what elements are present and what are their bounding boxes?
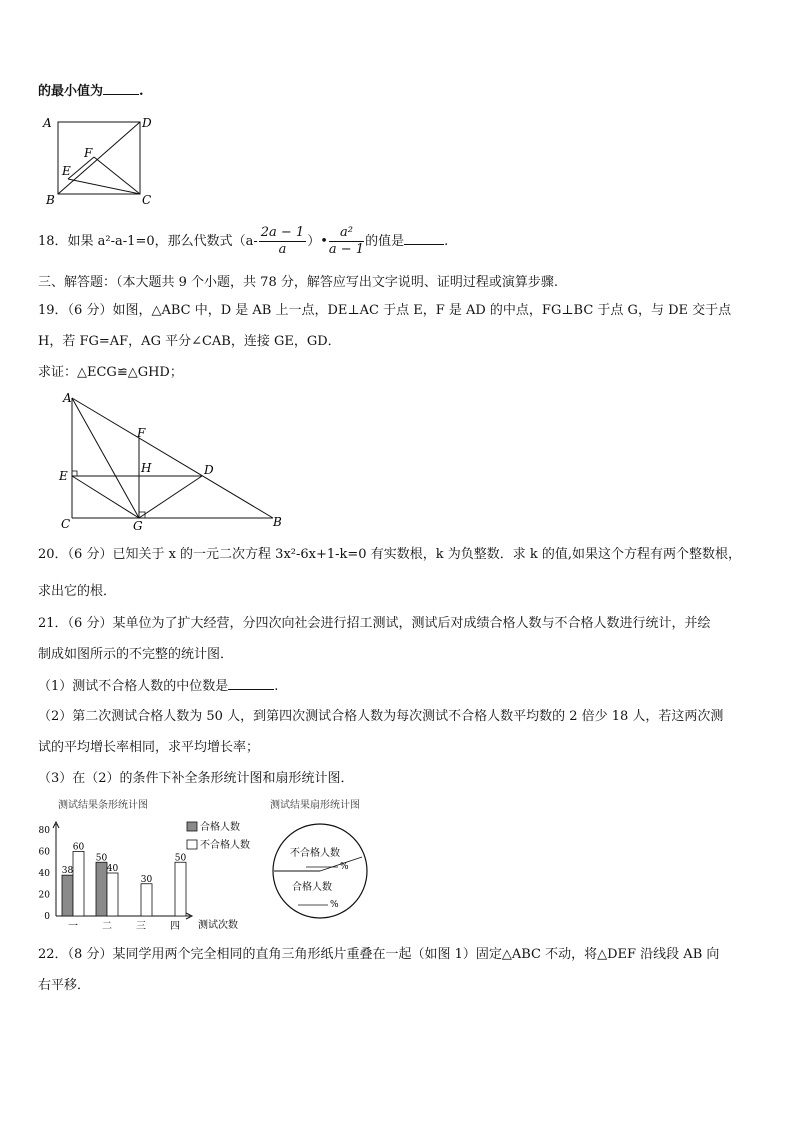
legend-swatch-fail: [187, 840, 197, 849]
label-h: H: [141, 461, 152, 475]
q22-line-2: 右平移．: [38, 978, 91, 993]
y-tick-label: 40: [38, 869, 50, 879]
bar-chart-marks: [62, 843, 187, 917]
label-e: E: [59, 469, 68, 483]
frac2-denominator: a − 1: [328, 242, 365, 257]
q17-blank[interactable]: [103, 82, 139, 95]
legend-label-fail: 不合格人数: [200, 840, 250, 851]
q18-blank[interactable]: [404, 232, 444, 245]
q21-sub1-end: .: [274, 679, 279, 694]
bar-value-label: 60: [72, 842, 85, 853]
q19-prove: 求证：△ECG≌△GHD；: [38, 365, 183, 380]
right-angle-e: [72, 471, 77, 476]
bar-value-label: 50: [174, 853, 187, 864]
bar: [73, 852, 84, 917]
q20-line-2: 求出它的根．: [38, 584, 117, 599]
label-f: F: [84, 146, 93, 160]
label-b: B: [46, 193, 55, 207]
x-tick-label: 一: [68, 921, 78, 932]
segment-dg: [139, 476, 202, 518]
q21-sub-2-line-2: 试的平均增长率相同，求平均增长率；: [38, 740, 260, 755]
pie-label-pass: 合格人数: [292, 882, 332, 893]
label-c: C: [61, 517, 71, 531]
bar: [107, 873, 118, 916]
q17-end: .: [139, 84, 144, 99]
frac2-numerator: a²: [329, 225, 364, 242]
segment-ab: [72, 398, 273, 518]
diagonal-db: [58, 122, 140, 194]
q21-line-1: 21．（6 分）某单位为了扩大经营，分四次向社会进行招工测试，测试后对成绩合格人数与不合格人数进行统计，并绘: [38, 616, 711, 631]
figure-square-abcd: [40, 112, 150, 208]
x-tick-label: 二: [102, 921, 112, 932]
label-c: C: [142, 193, 152, 207]
legend-label-pass: 合格人数: [200, 822, 240, 833]
pie-label-fail: 不合格人数: [290, 848, 340, 859]
segment-ag: [72, 398, 139, 518]
q21-sub-1: [38, 677, 278, 696]
x-tick-label: 四: [170, 921, 180, 932]
pie-percent-pass: %: [330, 900, 339, 910]
q21-sub-3: （3）在（2）的条件下补全条形统计图和扇形统计图．: [38, 771, 354, 786]
bar: [141, 884, 152, 916]
x-axis-label: 测试次数: [198, 920, 238, 931]
label-d: D: [204, 463, 214, 477]
y-tick-label: 20: [38, 890, 50, 901]
label-e: E: [62, 164, 71, 178]
pie-chart-title: 测试结果扇形统计图: [270, 800, 360, 811]
q19-line-2: H，若 FG=AF，AG 平分∠CAB，连接 GE，GD．: [38, 334, 341, 349]
bar: [96, 862, 107, 916]
bar-value-label: 40: [106, 864, 119, 874]
pie-chart: [262, 796, 392, 926]
frac1-denominator: a: [278, 242, 287, 257]
q21-sub1-blank[interactable]: [228, 677, 274, 690]
label-d: D: [142, 116, 152, 130]
q21-line-2: 制成如图所示的不完整的统计图．: [38, 647, 234, 662]
segment-ef: [68, 157, 94, 179]
bar: [175, 862, 186, 916]
y-tick-label: 0: [44, 912, 50, 922]
q18-fraction-1: [259, 225, 306, 258]
q21-sub1-text: （1）测试不合格人数的中位数是: [38, 679, 229, 694]
legend-swatch-pass: [187, 822, 197, 831]
label-b: B: [273, 515, 282, 529]
label-a: A: [63, 391, 72, 405]
q18-prefix: 18．如果 a²-a-1=0，那么代数式（a-: [38, 234, 258, 249]
q20-line-1: 20．（6 分）已知关于 x 的一元二次方程 3x²-6x+1-k=0 有实数根，k 为负整数．求 k 的值,如果这个方程有两个整数根，: [38, 547, 741, 562]
q22-line-1: 22．（8 分）某同学用两个完全相同的直角三角形纸片重叠在一起（如图 1）固定△ABC 不动，将△DEF 沿线段 AB 向: [38, 947, 720, 962]
figure-triangle-abc: [55, 388, 290, 533]
q18-line: [38, 222, 448, 262]
y-tick-label: 60: [38, 847, 50, 858]
bar-value-label: 30: [140, 874, 153, 885]
bar-value-label: 50: [95, 853, 108, 864]
q18-end: .: [444, 234, 449, 249]
q18-suffix: 的值是: [365, 234, 405, 249]
label-g: G: [133, 519, 143, 533]
q17-answer-line: [38, 82, 144, 101]
label-f: F: [137, 426, 146, 440]
q18-mid: ）•: [307, 234, 328, 249]
bar-chart: [30, 796, 270, 936]
q18-fraction-2: [329, 225, 364, 258]
section-3-heading: 三、解答题：（本大题共 9 个小题，共 78 分，解答应写出文字说明、证明过程或演算步骤.: [38, 275, 558, 290]
frac1-numerator: 2a − 1: [260, 225, 305, 240]
segment-ec: [68, 179, 140, 194]
bar: [62, 875, 73, 916]
pie-percent-fail: %: [340, 862, 349, 872]
label-a: A: [43, 116, 52, 130]
q17-text: 的最小值为: [38, 84, 104, 99]
segment-fc: [94, 157, 140, 194]
bar-value-label: 38: [61, 866, 74, 877]
q19-line-1: 19．（6 分）如图，△ABC 中，D 是 AB 上一点，DE⊥AC 于点 E，F 是 AD 的中点，FG⊥BC 于点 G，与 DE 交于点: [38, 303, 732, 318]
y-tick-label: 80: [38, 826, 50, 836]
q21-sub-2-line-1: （2）第二次测试合格人数为 50 人，到第四次测试合格人数为每次测试不合格人数平均数的 2 倍少 18 人，若这两次测: [38, 709, 724, 724]
bar-chart-title: 测试结果条形统计图: [58, 800, 148, 811]
x-tick-label: 三: [136, 921, 146, 932]
segment-eg: [72, 476, 139, 518]
